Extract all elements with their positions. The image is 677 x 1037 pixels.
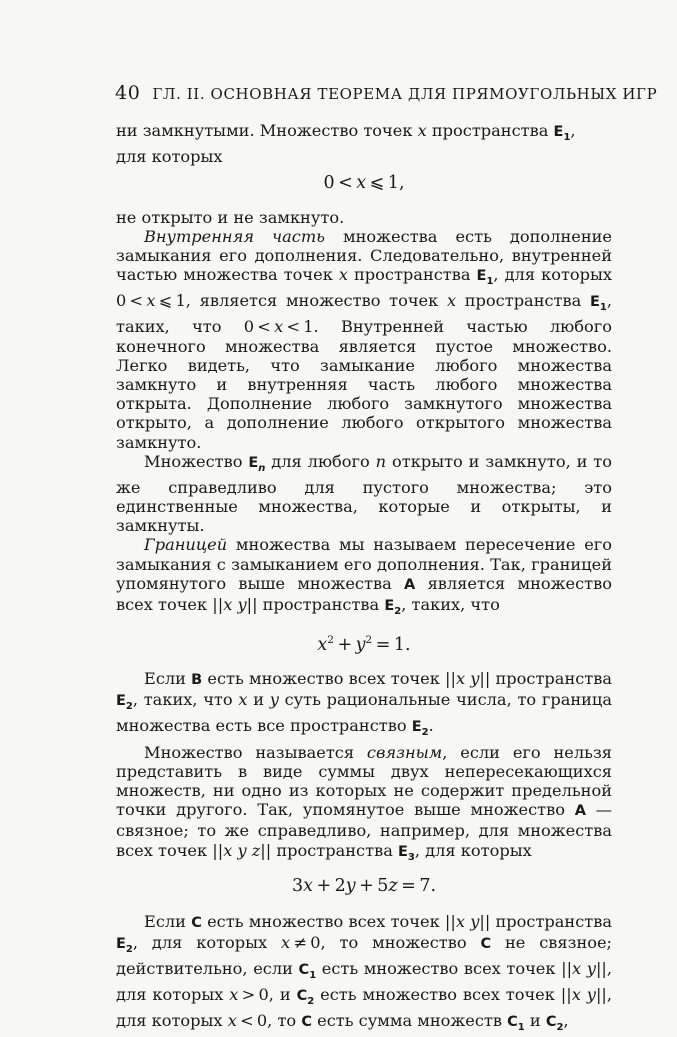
formula-2: $x^2 + y^2 = 1$. bbox=[317, 634, 411, 655]
paragraph-4: Множество $E_n$ для любого n открыто и замкнуто, и то же справедливо для пустого множества; это единственные множества, которые и открыты, и замкнуты. bbox=[116, 451, 613, 536]
formula-1: 0 < x ⩽ 1, bbox=[323, 173, 405, 194]
paragraph-1: ни замкнутыми. Множество точек x пространства $E_1$, для которых bbox=[116, 121, 576, 167]
paragraph-3: Внутренняя часть множества есть дополнение замыкания его дополнения. Следовательно, внутренней частью множества точек x пространства $E_1$, для которых 0 < x ⩽ 1, является множество точек x пространства $E_1$, таких, что 0 < x < 1. Внутренней частью любого конечного множества является пустое множество. Легко видеть, что замыкание любого множества замкнуто и внутренняя часть любого множества открыта. Дополнение любого замкнутого множества открыто, а дополнение любого открытого множества замкнуто. bbox=[116, 226, 613, 452]
p1-line2: для которых bbox=[116, 147, 223, 167]
page-header bbox=[115, 82, 657, 104]
page-body bbox=[116, 121, 612, 1037]
paragraph-7: Множество называется связным, если его нельзя представить в виде суммы двух непересекающихся множеств, ни одно из которых не содержит предельной точки другого. Так, упомянутое выше множество A — связное; то же справедливо, например, для множества всех точек ||x y z|| пространства $E_3$, для которых bbox=[116, 742, 612, 863]
running-title: ГЛ. II. ОСНОВНАЯ ТЕОРЕМА ДЛЯ ПРЯМОУГОЛЬНЫХ ИГР bbox=[152, 85, 658, 103]
paragraph-8: Если C есть множество всех точек ||x y|| пространства $E_2$, для которых x ≠ 0, то множество C не связное; действительно, если $C_1$ есть множество всех точек ||x y||, для которых x > 0, и $C_2$ есть множество всех точек ||x y||, для которых x < 0, то C есть сумма множеств $C_1$ и $C_2$, bbox=[116, 911, 613, 1034]
paragraph-6: Если B есть множество всех точек ||x y|| пространства $E_2$, таких, что x и y суть рациональные числа, то граница множества есть все пространство $E_2$. bbox=[116, 669, 613, 739]
paragraph-2: не открыто и не замкнуто. bbox=[116, 207, 345, 227]
page-number: 40 bbox=[115, 82, 141, 104]
paragraph-5: Границей множества мы называем пересечение его замыкания с замыканием его дополнения. Так, границей упомянутого выше множества A является множество всех точек ||x y|| пространства $E_2$, таких, что bbox=[116, 535, 612, 617]
formula-3: 3x + 2y + 5z = 7. bbox=[291, 875, 437, 896]
